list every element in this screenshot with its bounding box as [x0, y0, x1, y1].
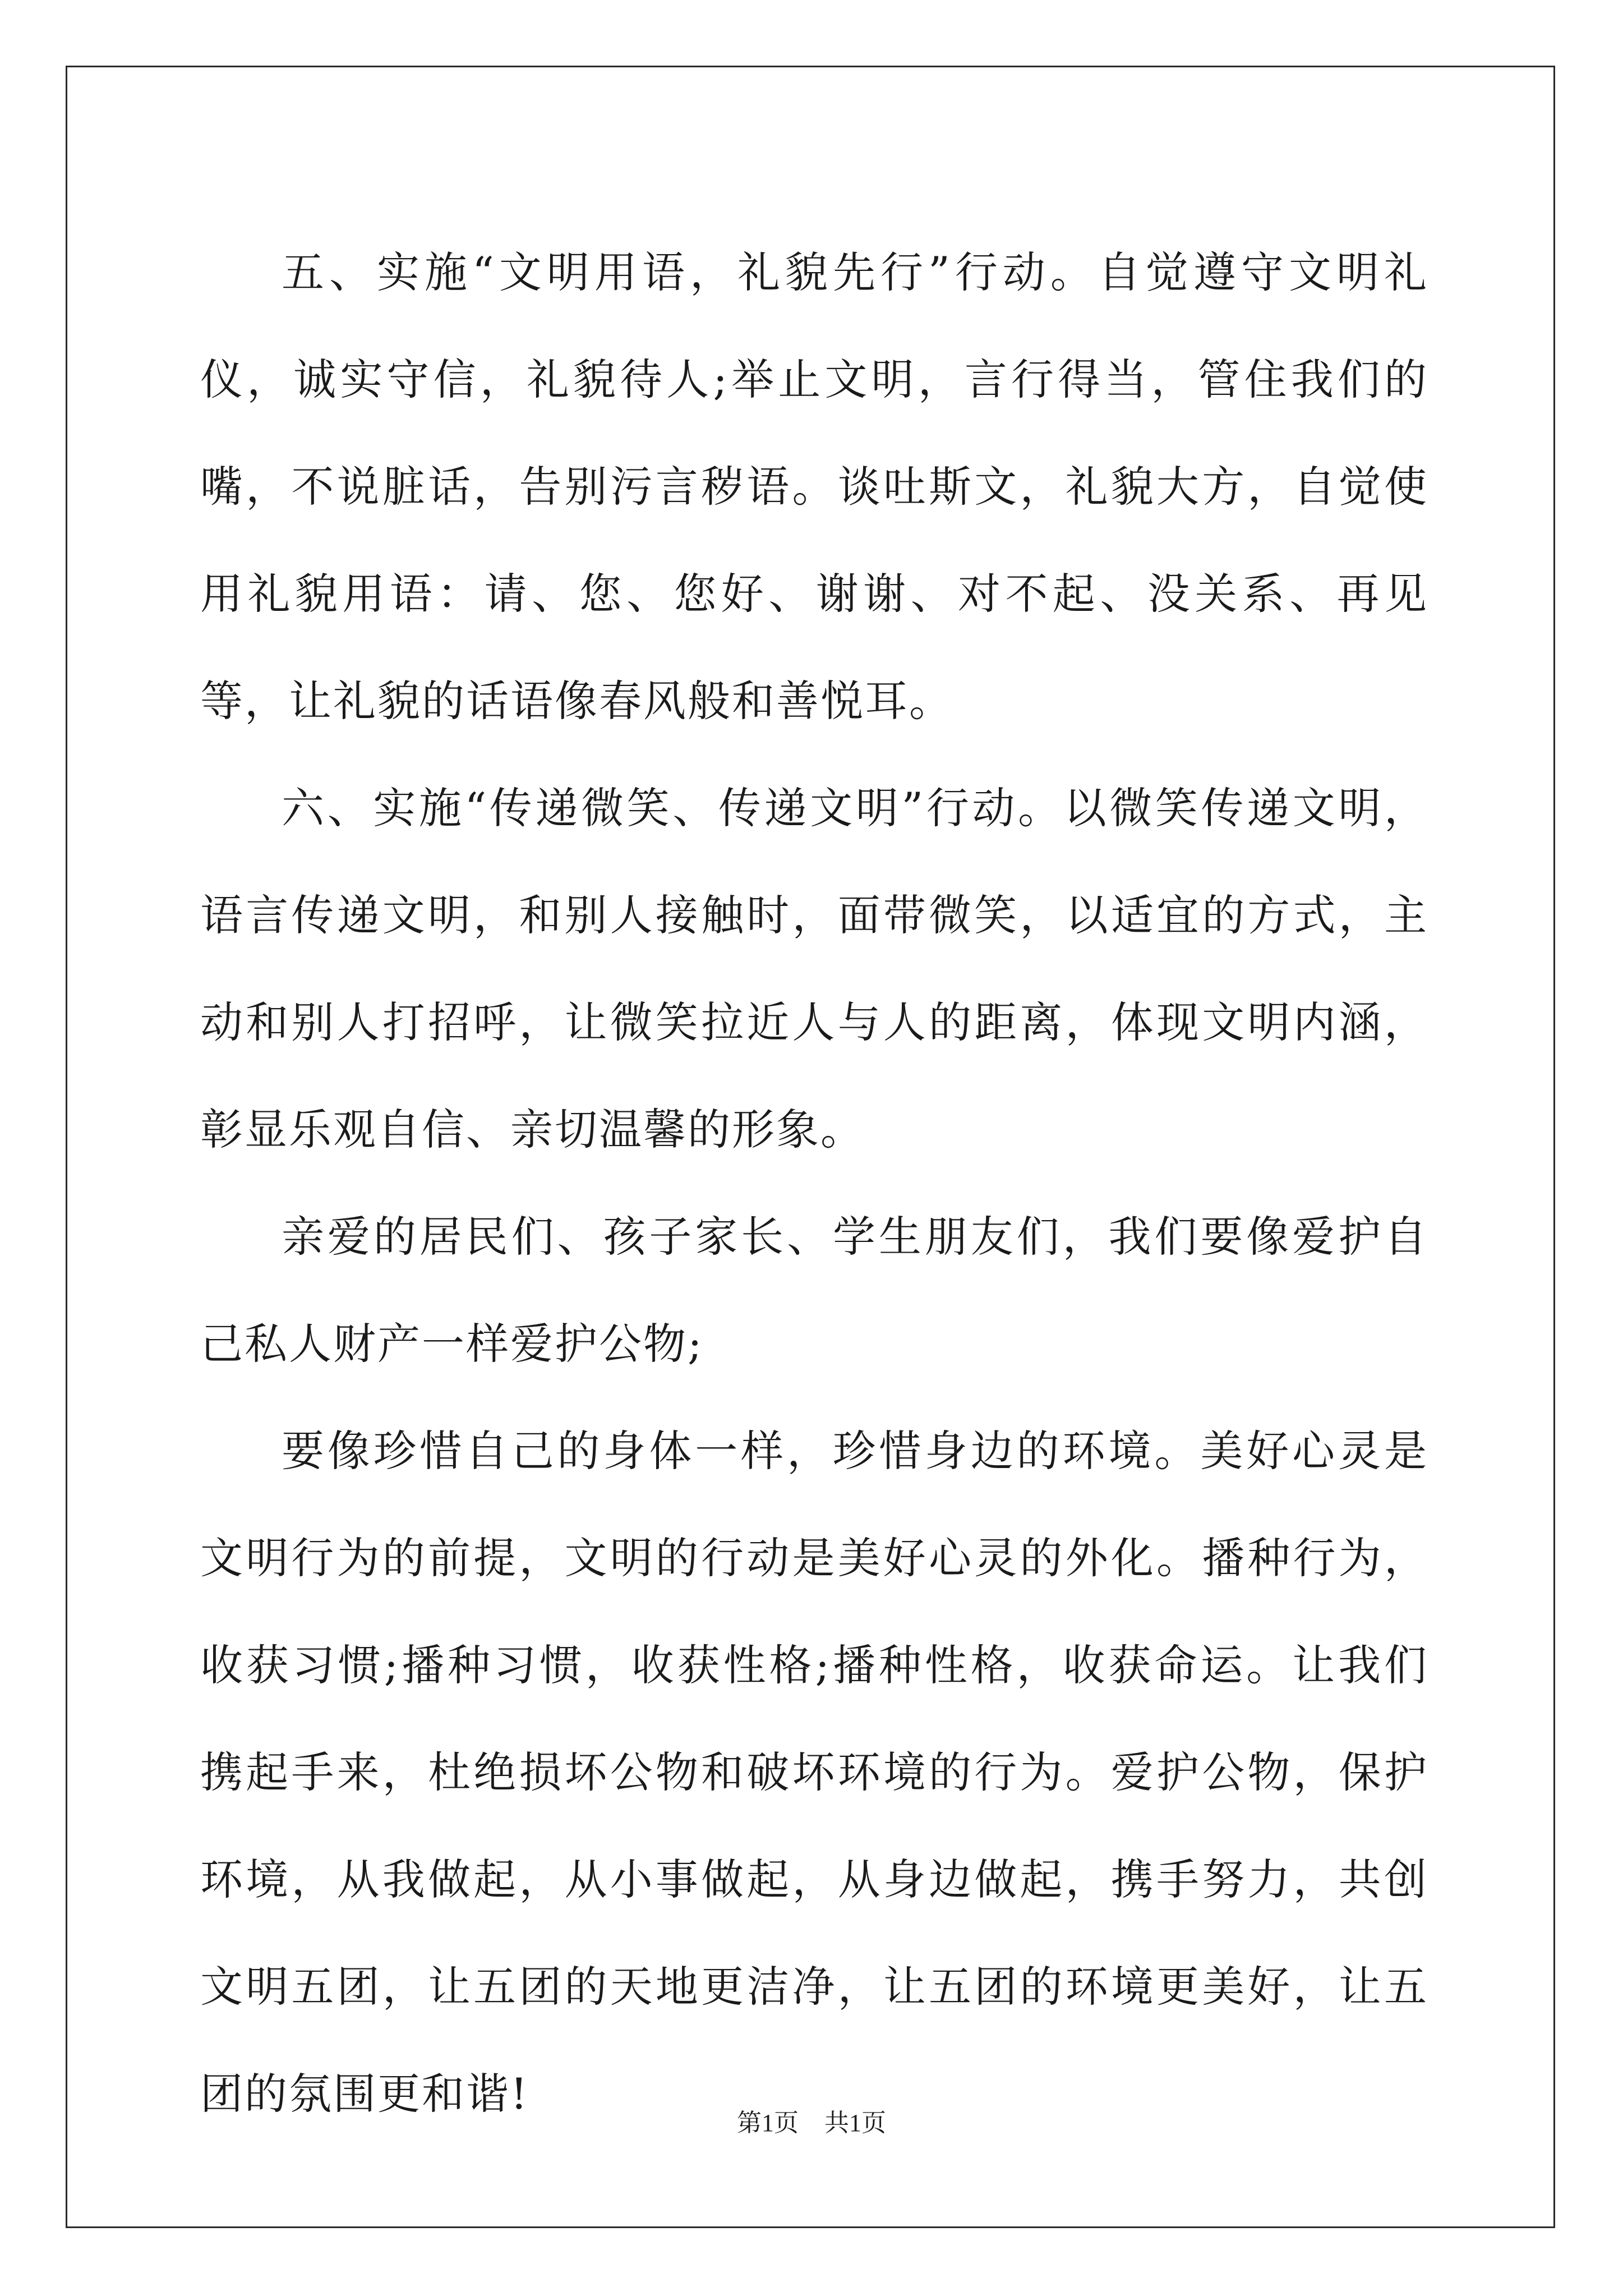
paragraph-6-pass-smile: 六、实施“传递微笑、传递文明”行动。以微笑传递文明，语言传递文明，和别人接触时，面带微笑，以适宜的方式，主动和别人打招呼，让微笑拉近人与人的距离，体现文明内涵，彰显乐观自信、亲切温馨的形象。 [200, 783, 1428, 1154]
document-body [200, 219, 1428, 2147]
page-number-total: 共1页 [824, 2109, 886, 2137]
paragraph-protect-environment: 要像珍惜自己的身体一样，珍惜身边的环境。美好心灵是文明行为的前提，文明的行动是美好心灵的外化。播种行为，收获习惯;播种习惯，收获性格;播种性格，收获命运。让我们携起手来，杜绝损坏公物和破坏环境的行为。爱护公物，保护环境，从我做起，从小事做起，从身边做起，携手努力，共创文明五团，让五团的天地更洁净，让五团的环境更美好，让五团的氛围更和谐! [200, 1426, 1428, 2119]
paragraph-appeal-residents: 亲爱的居民们、孩子家长、学生朋友们，我们要像爱护自己私人财产一样爱护公物; [200, 1212, 1428, 1369]
page-number-current: 第1页 [737, 2109, 799, 2137]
page-footer [0, 2106, 1623, 2140]
paragraph-5-polite-language: 五、实施“文明用语，礼貌先行”行动。自觉遵守文明礼仪，诚实守信，礼貌待人;举止文明，言行得当，管住我们的嘴，不说脏话，告别污言秽语。谈吐斯文，礼貌大方，自觉使用礼貌用语：请、您、您好、谢谢、对不起、没关系、再见等，让礼貌的话语像春风般和善悦耳。 [200, 247, 1428, 726]
